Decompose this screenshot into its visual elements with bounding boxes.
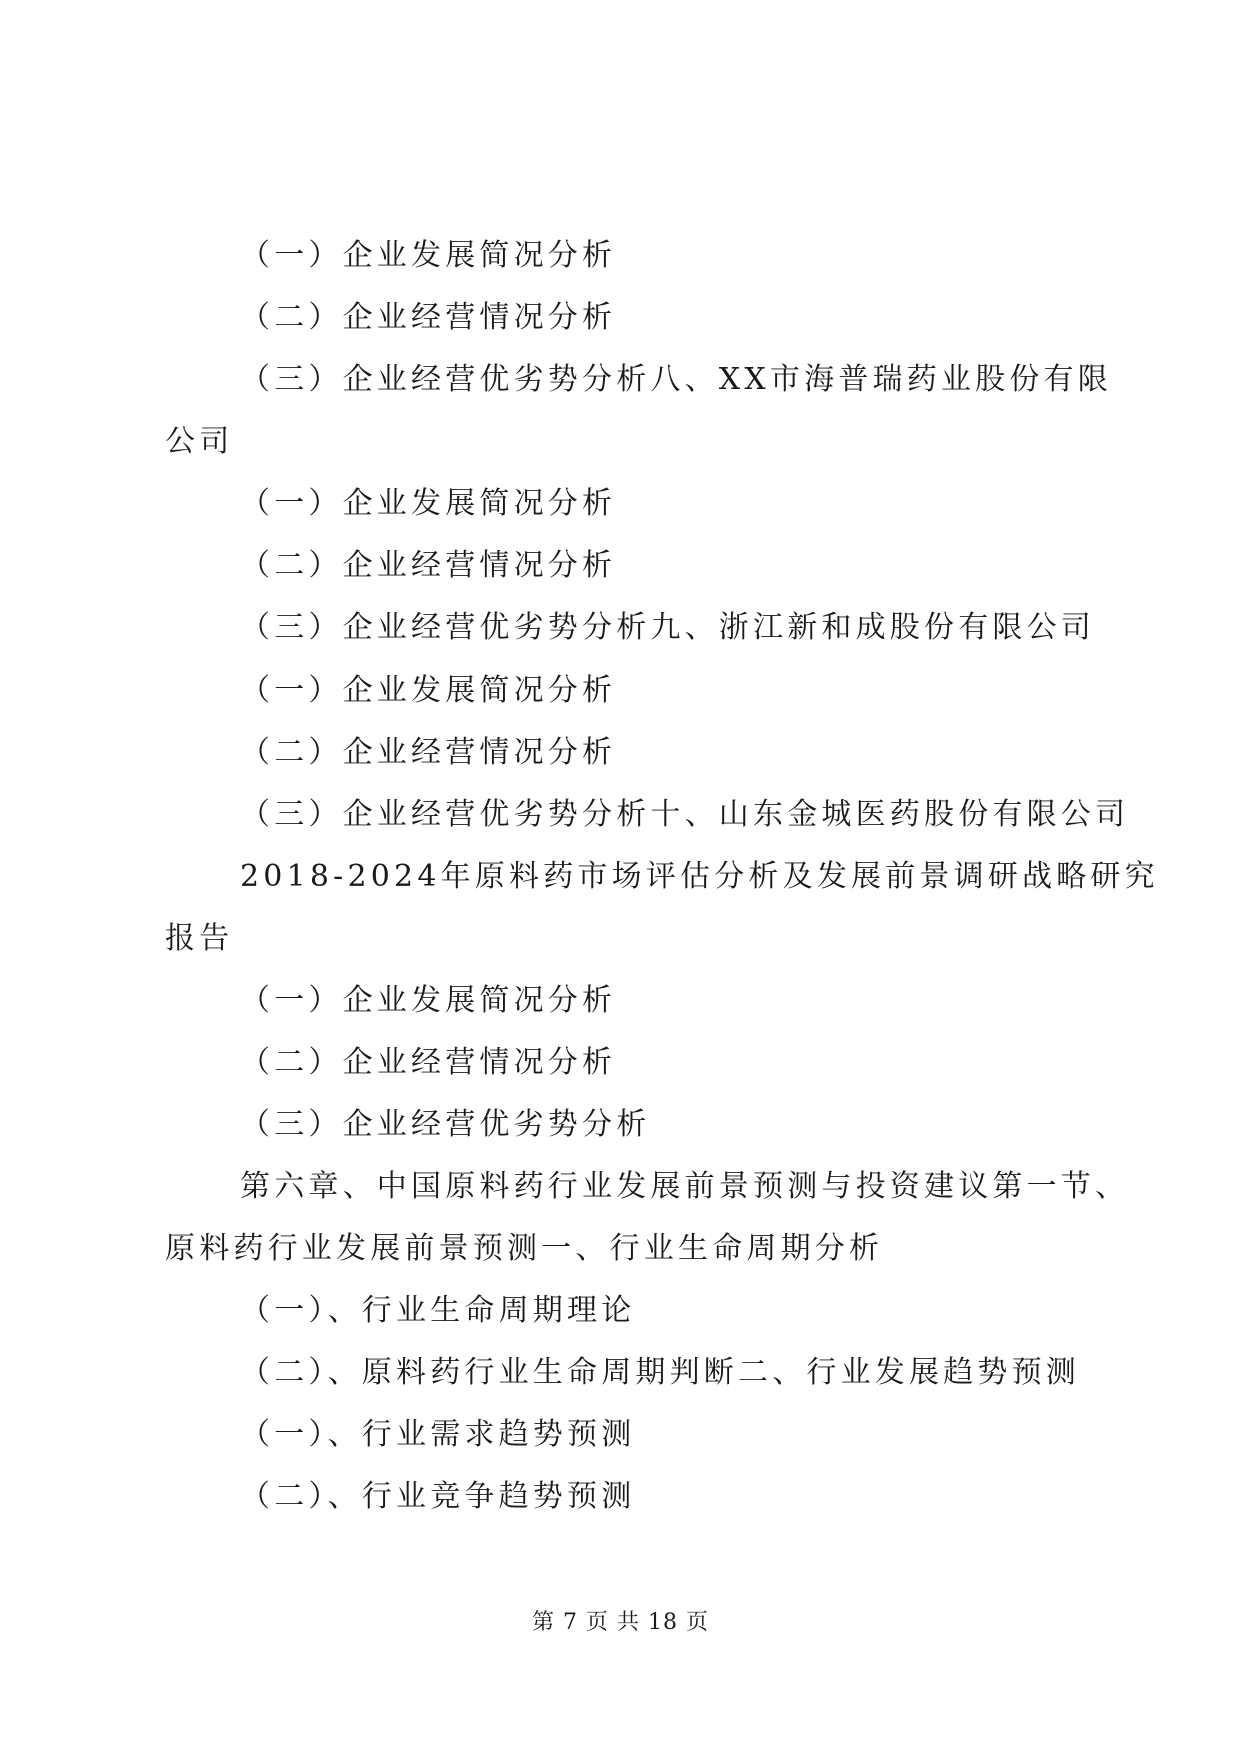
toc-line: （一）企业发展简况分析: [240, 673, 617, 708]
toc-line: （二）、原料药行业生命周期判断二、行业发展趋势预测: [240, 1355, 1080, 1390]
toc-line: （二）企业经营情况分析: [240, 300, 617, 335]
toc-line-continuation: 公司: [165, 424, 234, 459]
chapter-heading-line: 第六章、中国原料药行业发展前景预测与投资建议第一节、: [240, 1169, 1130, 1204]
toc-line: （三）企业经营优劣势分析十、山东金城医药股份有限公司: [240, 797, 1130, 832]
toc-line: （二）企业经营情况分析: [240, 735, 617, 770]
toc-line: （一）、行业生命周期理论: [240, 1293, 636, 1328]
chapter-heading-continuation: 原料药行业发展前景预测一、行业生命周期分析: [165, 1231, 884, 1266]
toc-line: （一）、行业需求趋势预测: [240, 1417, 636, 1452]
page-number-footer: 第 7 页 共 18 页: [532, 1610, 709, 1635]
toc-line: （二）企业经营情况分析: [240, 1045, 617, 1080]
toc-line: （一）企业发展简况分析: [240, 238, 617, 273]
toc-line: （三）企业经营优劣势分析八、XX市海普瑞药业股份有限: [240, 362, 1112, 397]
report-title-continuation: 报告: [165, 921, 234, 956]
toc-line: （一）企业发展简况分析: [240, 486, 617, 521]
toc-line: （二）、行业竞争趋势预测: [240, 1479, 636, 1514]
toc-line: （三）企业经营优劣势分析九、浙江新和成股份有限公司: [240, 610, 1095, 645]
toc-line: （一）企业发展简况分析: [240, 983, 617, 1018]
toc-line: （二）企业经营情况分析: [240, 548, 617, 583]
report-title-line: 2018-2024年原料药市场评估分析及发展前景调研战略研究: [240, 859, 1159, 894]
toc-line: （三）企业经营优劣势分析: [240, 1107, 651, 1142]
